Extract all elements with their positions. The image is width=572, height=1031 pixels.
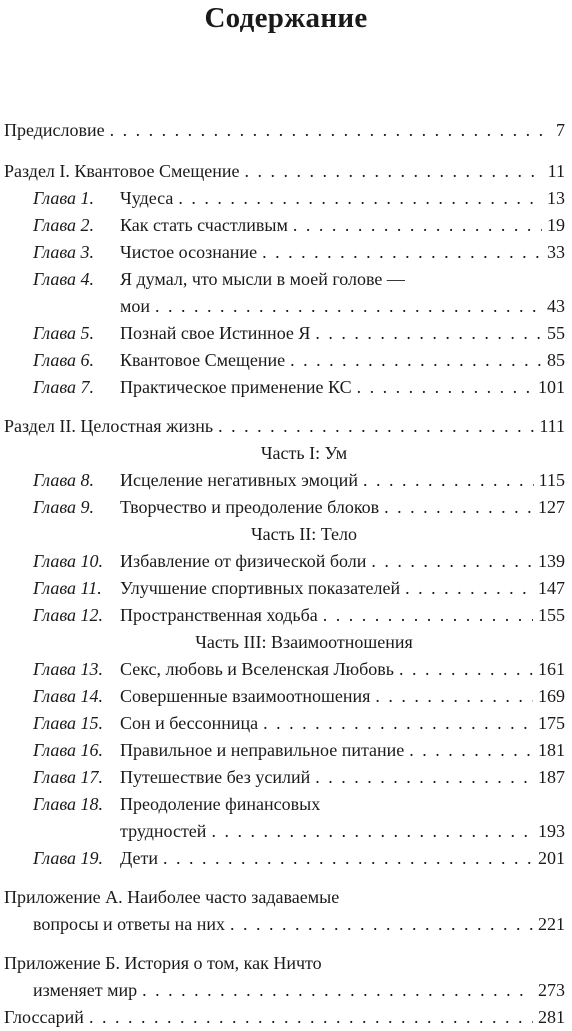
page-number: 139 bbox=[538, 551, 565, 571]
dot-leader bbox=[262, 239, 542, 266]
dot-leader bbox=[163, 845, 533, 872]
entry-title: Сон и бессонница bbox=[120, 713, 259, 733]
dot-leader bbox=[375, 683, 533, 710]
toc-entry-chapter-4-cont[interactable] bbox=[0, 293, 572, 320]
entry-title: Раздел II. Целостная жизнь bbox=[4, 416, 214, 436]
dot-leader bbox=[230, 911, 533, 938]
entry-title: Совершенные взаимоотношения bbox=[120, 686, 371, 706]
toc-entry-chapter-2[interactable] bbox=[0, 212, 572, 239]
dot-leader bbox=[155, 293, 542, 320]
part-heading-2: Часть II: Тело bbox=[250, 524, 358, 544]
page-number: 33 bbox=[547, 242, 565, 262]
entry-title: Улучшение спортивных показателей bbox=[120, 578, 401, 598]
entry-title: Секс, любовь и Вселенская Любовь bbox=[120, 659, 394, 679]
chapter-label: Глава 14. bbox=[33, 686, 104, 706]
entry-title: Творчество и преодоление блоков bbox=[120, 497, 380, 517]
toc-entry-chapter-7[interactable] bbox=[0, 374, 572, 401]
toc-entry-chapter-18-cont[interactable] bbox=[0, 818, 572, 845]
entry-title: Преодоление финансовых bbox=[120, 794, 321, 814]
entry-title-continued: мои bbox=[120, 296, 151, 316]
page-title: Содержание bbox=[204, 2, 368, 34]
dot-leader bbox=[245, 158, 543, 185]
chapter-label: Глава 2. bbox=[33, 215, 95, 235]
dot-leader bbox=[315, 764, 533, 791]
entry-title: Как стать счастливым bbox=[120, 215, 288, 235]
toc-entry-appendix-b[interactable] bbox=[0, 950, 572, 977]
page-number: 147 bbox=[538, 578, 565, 598]
entry-title: Глоссарий bbox=[4, 1007, 84, 1027]
page-number: 115 bbox=[538, 470, 565, 490]
toc-entry-chapter-5[interactable] bbox=[0, 320, 572, 347]
page-number: 221 bbox=[538, 914, 565, 934]
chapter-label: Глава 9. bbox=[33, 497, 95, 517]
page-number: 281 bbox=[538, 1007, 565, 1027]
chapter-label: Глава 1. bbox=[33, 188, 95, 208]
page-number: 101 bbox=[538, 377, 565, 397]
page-number: 155 bbox=[538, 605, 565, 625]
toc-entry-section-1[interactable] bbox=[0, 158, 572, 185]
toc-entry-preface[interactable] bbox=[0, 117, 572, 144]
entry-title: Дети bbox=[120, 848, 158, 868]
entry-title: Пространственная ходьба bbox=[120, 605, 318, 625]
dot-leader bbox=[371, 548, 533, 575]
page-number: 19 bbox=[547, 215, 565, 235]
dot-leader bbox=[357, 374, 533, 401]
page-number: 13 bbox=[547, 188, 565, 208]
chapter-label: Глава 16. bbox=[33, 740, 104, 760]
toc-entry-chapter-3[interactable] bbox=[0, 239, 572, 266]
toc-entry-appendix-a-cont[interactable] bbox=[0, 911, 572, 938]
dot-leader bbox=[363, 467, 534, 494]
chapter-label: Глава 10. bbox=[33, 551, 104, 571]
chapter-label: Глава 18. bbox=[33, 794, 104, 814]
page-number: 273 bbox=[538, 980, 565, 1000]
page-number: 11 bbox=[547, 161, 565, 181]
page-number: 181 bbox=[538, 740, 565, 760]
dot-leader bbox=[89, 1004, 533, 1031]
toc-entry-chapter-12[interactable] bbox=[0, 602, 572, 629]
entry-title: Раздел I. Квантовое Смещение bbox=[4, 161, 240, 181]
toc-entry-chapter-9[interactable] bbox=[0, 494, 572, 521]
chapter-label: Глава 12. bbox=[33, 605, 104, 625]
chapter-label: Глава 13. bbox=[33, 659, 104, 679]
page-number: 55 bbox=[547, 323, 565, 343]
page-number: 43 bbox=[547, 296, 565, 316]
toc-entry-chapter-8[interactable] bbox=[0, 467, 572, 494]
dot-leader bbox=[405, 575, 533, 602]
dot-leader bbox=[110, 117, 551, 144]
entry-title: Предисловие bbox=[4, 120, 105, 140]
entry-title-continued: трудностей bbox=[120, 821, 207, 841]
entry-title: Приложение Б. История о том, как Ничто bbox=[4, 953, 322, 973]
page-number: 127 bbox=[538, 497, 565, 517]
dot-leader bbox=[263, 710, 533, 737]
entry-title-continued: изменяет мир bbox=[33, 980, 138, 1000]
toc-entry-appendix-a[interactable] bbox=[0, 884, 572, 911]
toc-entry-chapter-18[interactable] bbox=[0, 791, 572, 818]
toc-entry-chapter-1[interactable] bbox=[0, 185, 572, 212]
entry-title: Я думал, что мысли в моей голове — bbox=[120, 269, 405, 289]
dot-leader bbox=[218, 413, 534, 440]
toc-entry-chapter-13[interactable] bbox=[0, 656, 572, 683]
toc-entry-chapter-10[interactable] bbox=[0, 548, 572, 575]
entry-title: Квантовое Смещение bbox=[120, 350, 286, 370]
entry-title: Познай свое Истинное Я bbox=[120, 323, 311, 343]
page-number: 193 bbox=[538, 821, 565, 841]
page-number: 201 bbox=[538, 848, 565, 868]
entry-title: Путешествие без усилий bbox=[120, 767, 311, 787]
toc-entry-chapter-6[interactable] bbox=[0, 347, 572, 374]
dot-leader bbox=[211, 818, 533, 845]
entry-title: Правильное и неправильное питание bbox=[120, 740, 405, 760]
entry-title-continued: вопросы и ответы на них bbox=[33, 914, 226, 934]
part-heading-1: Часть I: Ум bbox=[260, 443, 348, 463]
chapter-label: Глава 8. bbox=[33, 470, 95, 490]
chapter-label: Глава 6. bbox=[33, 350, 95, 370]
toc-entry-chapter-17[interactable] bbox=[0, 764, 572, 791]
chapter-label: Глава 11. bbox=[33, 578, 102, 598]
toc-entry-chapter-4[interactable] bbox=[0, 266, 572, 293]
dot-leader bbox=[323, 602, 533, 629]
page-number: 175 bbox=[538, 713, 565, 733]
chapter-label: Глава 15. bbox=[33, 713, 104, 733]
dot-leader bbox=[315, 320, 542, 347]
entry-title: Практическое применение КС bbox=[120, 377, 352, 397]
toc-entry-chapter-19[interactable] bbox=[0, 845, 572, 872]
page-number: 161 bbox=[538, 659, 565, 679]
part-heading-3: Часть III: Взаимоотношения bbox=[195, 632, 413, 652]
toc-entry-glossary[interactable] bbox=[0, 1004, 572, 1031]
page-number: 7 bbox=[556, 120, 565, 140]
entry-title: Чудеса bbox=[120, 188, 174, 208]
page-number: 169 bbox=[538, 686, 565, 706]
dot-leader bbox=[409, 737, 533, 764]
chapter-label: Глава 17. bbox=[33, 767, 104, 787]
toc-entry-chapter-14[interactable] bbox=[0, 683, 572, 710]
toc-entry-chapter-15[interactable] bbox=[0, 710, 572, 737]
chapter-label: Глава 19. bbox=[33, 848, 104, 868]
toc-entry-section-2[interactable] bbox=[0, 413, 572, 440]
page-number: 85 bbox=[547, 350, 565, 370]
dot-leader bbox=[384, 494, 533, 521]
dot-leader bbox=[399, 656, 533, 683]
entry-title: Приложение А. Наиболее часто задаваемые bbox=[4, 887, 340, 907]
page-number: 111 bbox=[539, 416, 565, 436]
entry-title: Исцеление негативных эмоций bbox=[120, 470, 358, 490]
page-number: 187 bbox=[538, 767, 565, 787]
dot-leader bbox=[290, 347, 542, 374]
chapter-label: Глава 4. bbox=[33, 269, 95, 289]
dot-leader bbox=[293, 212, 542, 239]
chapter-label: Глава 5. bbox=[33, 323, 95, 343]
table-of-contents bbox=[0, 117, 572, 1031]
chapter-label: Глава 7. bbox=[33, 377, 95, 397]
toc-entry-chapter-16[interactable] bbox=[0, 737, 572, 764]
toc-entry-chapter-11[interactable] bbox=[0, 575, 572, 602]
chapter-label: Глава 3. bbox=[33, 242, 95, 262]
entry-title: Чистое осознание bbox=[120, 242, 258, 262]
dot-leader bbox=[178, 185, 542, 212]
entry-title: Избавление от физической боли bbox=[120, 551, 367, 571]
